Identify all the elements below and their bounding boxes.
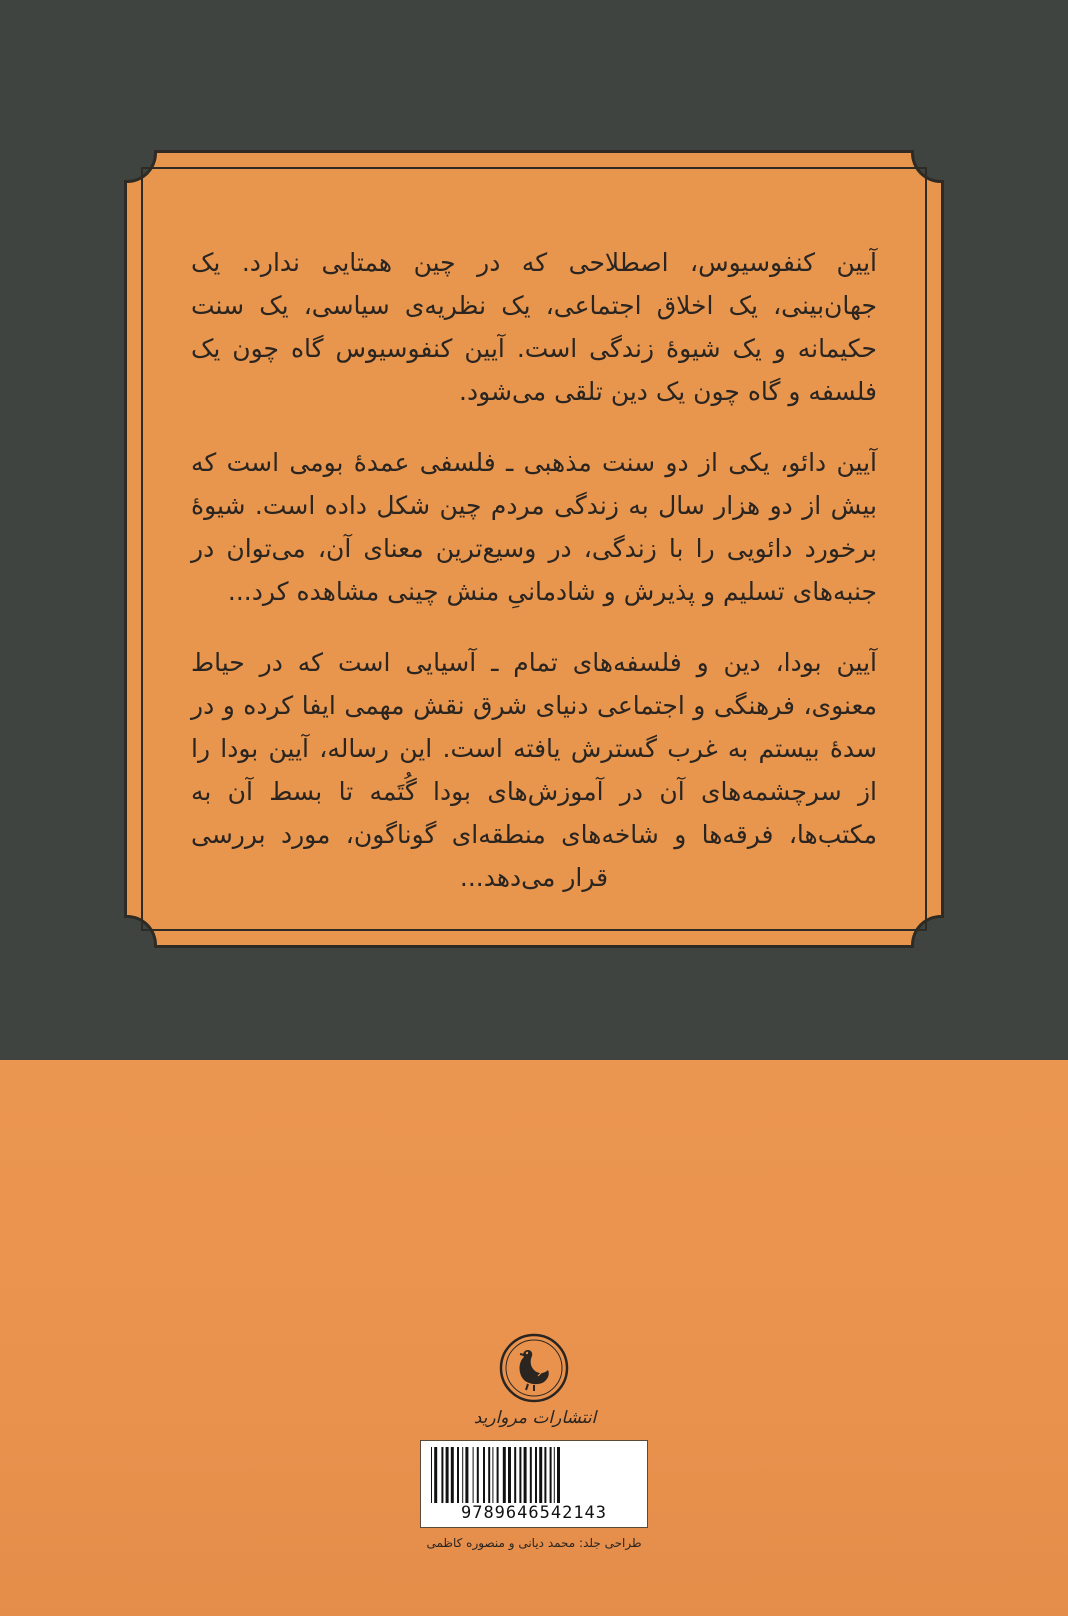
barcode-bar [462, 1447, 463, 1503]
barcode-bar [434, 1447, 437, 1503]
barcode-bar [465, 1447, 468, 1503]
barcode-bar [441, 1447, 443, 1503]
barcode-bar [557, 1447, 560, 1503]
barcode-bar [514, 1447, 516, 1503]
barcode-bars [429, 1447, 639, 1503]
barcode-bar [497, 1447, 499, 1503]
barcode-bar [503, 1447, 506, 1503]
cover-design-credit: طراحی جلد: محمد دیانی و منصوره کاظمی [426, 1536, 642, 1550]
barcode-bar [446, 1447, 449, 1503]
barcode-bar [544, 1447, 546, 1503]
barcode-bar [519, 1447, 521, 1503]
barcode-bar [488, 1447, 490, 1503]
barcode-bar [539, 1447, 542, 1503]
barcode-bar [451, 1447, 454, 1503]
barcode-bar [508, 1447, 511, 1503]
bird-emblem-icon [498, 1332, 570, 1404]
barcode-bar [554, 1447, 555, 1503]
barcode-bar [473, 1447, 474, 1503]
barcode-bar [477, 1447, 479, 1503]
publisher-name: انتشارات مروارید [473, 1408, 597, 1428]
back-cover-blurb [191, 241, 877, 927]
isbn-number: 9789646542143 [460, 1503, 608, 1523]
barcode-bar [457, 1447, 459, 1503]
blurb-paragraph-confucianism: آیین کنفوسیوس، اصطلاحی که در چین همتایی ندارد. یک جهان‌بینی، یک اخلاق اجتماعی، یک نظریه‌ی سیاسی، یک سنت حکیمانه و یک شیوهٔ زندگی است. آیین کنفوسیوس گاه چون یک فلسفه و گاه چون یک دین تلقی می‌شود. [191, 248, 877, 406]
barcode-bar [483, 1447, 485, 1503]
barcode-bar [550, 1447, 552, 1503]
barcode-bar [530, 1447, 532, 1503]
blurb-paragraph-buddhism: آیین بودا، دین و فلسفه‌های تمام ـ آسیایی است که در حیاط معنوی، فرهنگی و اجتماعی دنیای شرق نقش مهمی ایفا کرده و در سدهٔ بیستم به غرب گسترش یافته است. این رساله، آیین بودا را از سرچشمه‌های آن در آموزش‌های بودا گُتَمه تا بسط آن به مکتب‌ها، فرقه‌ها و شاخه‌های منطقه‌ای گوناگون، مورد بررسی قرار می‌دهد... [191, 648, 877, 892]
barcode-bar [524, 1447, 527, 1503]
barcode-bar [492, 1447, 493, 1503]
isbn-barcode [420, 1440, 648, 1528]
barcode-bar [535, 1447, 537, 1503]
blurb-paragraph-daoism: آیین دائو، یکی از دو سنت مذهبی ـ فلسفی عمدهٔ بومی است که بیش از دو هزار سال به زندگی مردم چین شکل داده است. شیوهٔ برخورد دائویی را با زندگی، در وسیع‌ترین معنای آن، می‌توان در جنبه‌های تسلیم و پذیرش و شادمانیِ منش چینی مشاهده کرد... [191, 448, 877, 606]
barcode-bar [431, 1447, 432, 1503]
blurb-frame [124, 150, 944, 948]
